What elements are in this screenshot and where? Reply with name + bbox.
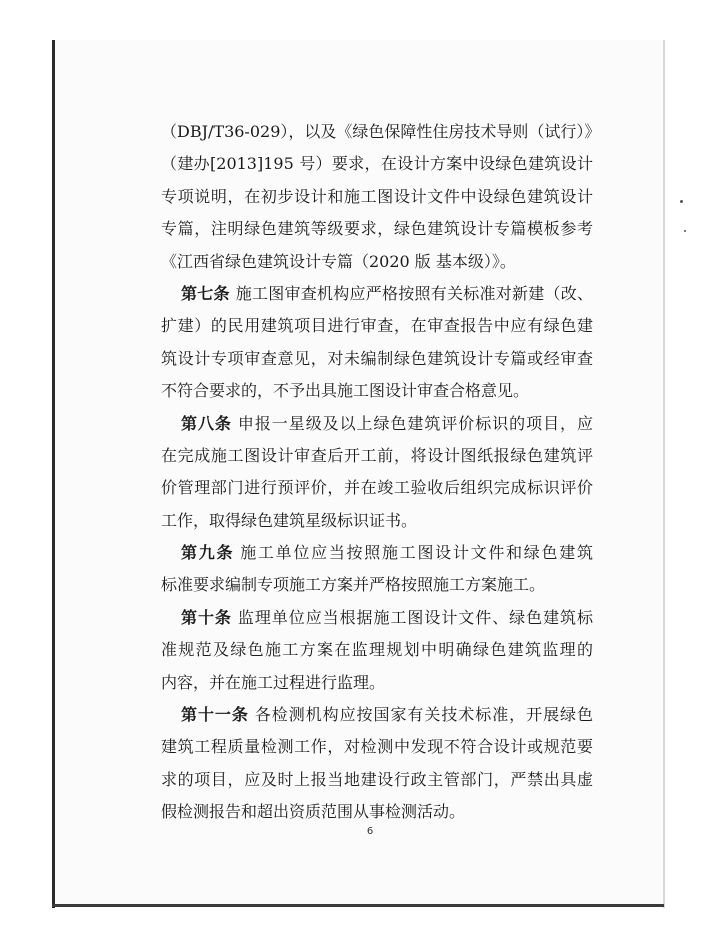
text-line: （建办[2013]195 号）要求，在设计方案中设绿色建筑设计 — [161, 154, 593, 174]
article-text: 施工单位应当按照施工图设计文件和绿色建筑 — [240, 543, 593, 563]
text-line: 求的项目，应及时上报当地建设行政主管部门，严禁出具虚 — [161, 769, 593, 789]
article-8 — [161, 408, 593, 538]
text-line: 内容，并在施工过程进行监理。 — [161, 672, 386, 692]
document-body — [161, 116, 601, 829]
article-heading: 第七条 — [181, 283, 230, 303]
text-line: 建筑工程质量检测工作，对检测中发现不符合设计或规范要 — [161, 737, 593, 757]
text-line: （DBJ/T36-029），以及《绿色保障性住房技术导则（试行）》 — [161, 122, 601, 141]
text-line: 专项说明，在初步设计和施工图设计文件中设绿色建筑设计 — [161, 186, 593, 206]
scan-bottom-edge — [52, 904, 664, 907]
text-line — [161, 537, 593, 569]
text-line: 工作，取得绿色建筑星级标识证书。 — [161, 510, 418, 530]
article-heading: 第八条 — [181, 413, 232, 433]
text-line: 筑设计专项审查意见，对未编制绿色建筑设计专篇或经审查 — [161, 348, 593, 368]
page-number: 6 — [366, 826, 374, 837]
article-text: 各检测机构应按国家有关技术标准，开展绿色 — [254, 705, 593, 725]
article-10 — [161, 602, 593, 699]
text-line: 假检测报告和超出资质范围从事检测活动。 — [161, 802, 466, 822]
text-line: 在完成施工图设计审查后开工前，将设计图纸报绿色建筑评 — [161, 445, 593, 465]
article-9 — [161, 537, 593, 602]
text-line: 《江西省绿色建筑设计专篇（2020 版 基本级）》。 — [161, 251, 516, 271]
text-line: 专篇，注明绿色建筑等级要求，绿色建筑设计专篇模板参考 — [161, 219, 593, 239]
text-line: 准规范及绿色施工方案在监理规划中明确绿色建筑监理的 — [161, 640, 593, 660]
text-line — [161, 602, 593, 634]
article-heading: 第十条 — [181, 607, 232, 627]
article-heading: 第十一条 — [181, 705, 249, 725]
text-line: 不符合要求的，不予出具施工图设计审查合格意见。 — [161, 381, 530, 401]
text-line — [161, 699, 593, 731]
text-line: 标准要求编制专项施工方案并严格按照施工方案施工。 — [161, 575, 546, 595]
text-line — [161, 408, 593, 440]
scan-speck — [684, 230, 686, 232]
text-line: 价管理部门进行预评价，并在竣工验收后组织完成标识评价 — [161, 478, 593, 498]
paragraph-intro — [161, 116, 601, 278]
text-line: 扩建）的民用建筑项目进行审查，在审查报告中应有绿色建 — [161, 316, 593, 336]
text-line — [161, 278, 593, 310]
article-heading: 第九条 — [181, 543, 235, 563]
article-7 — [161, 278, 593, 408]
article-text: 施工图审查机构应严格按照有关标准对新建（改、 — [235, 283, 593, 303]
article-11 — [161, 699, 593, 829]
scan-speck — [680, 200, 683, 203]
article-text: 监理单位应当根据施工图设计文件、绿色建筑标 — [237, 607, 593, 627]
article-text: 申报一星级及以上绿色建筑评价标识的项目，应 — [237, 413, 593, 433]
scan-right-edge — [663, 40, 665, 908]
